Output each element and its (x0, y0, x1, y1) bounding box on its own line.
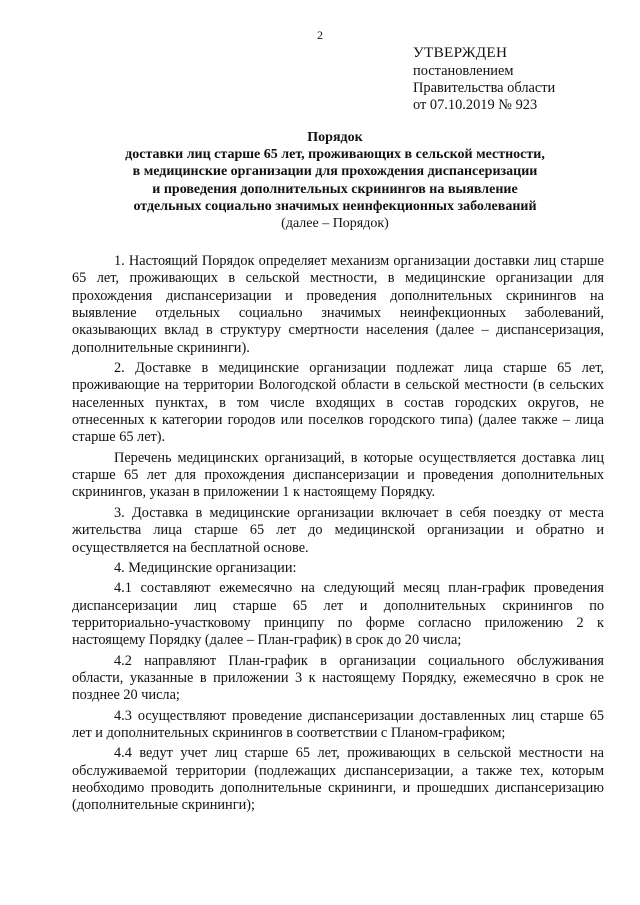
approval-line: Правительства области (413, 80, 556, 96)
paragraph: 1. Настоящий Порядок определяет механизм организации доставки лиц старше 65 лет, проживающих в сельской местности, в медицинские организации для прохождения диспансеризации и проведения дополнительных скринингов на выявление отдельных социально значимых неинфекционных заболеваний, оказывающих вклад в структуру смертности населения (далее – диспансеризация, дополнительные скрининги). (72, 253, 604, 356)
paragraph: 3. Доставка в медицинские организации включает в себя поездку от места жительства лица старше 65 лет до медицинской организации и обратно и осуществляется на бесплатной основе. (72, 504, 604, 556)
title-line: доставки лиц старше 65 лет, проживающих в сельской местности, (125, 147, 545, 163)
document-body (72, 253, 604, 818)
title-heading: Порядок (307, 130, 363, 145)
paragraph: 4.2 направляют План-график в организации социального обслуживания области, указанные в приложении 3 к настоящему Порядку, ежемесячно в срок не позднее 20 числа; (72, 652, 604, 704)
paragraph: 4. Медицинские организации: (114, 559, 297, 576)
paragraph: Перечень медицинских организаций, в которые осуществляется доставка лиц старше 65 лет для прохождения диспансеризации и проведения дополнительных скринингов, указан в приложении 1 к настоящему Порядку. (72, 449, 604, 501)
approval-title: УТВЕРЖДЕН (413, 44, 508, 61)
approval-date: от 07.10.2019 № 923 (413, 97, 538, 113)
title-line: в медицинские организации для прохождения диспансеризации (132, 164, 538, 180)
title-line: отдельных социально значимых неинфекционных заболеваний (133, 198, 537, 214)
document-title (60, 129, 610, 232)
paragraph: 4.3 осуществляют проведение диспансеризации доставленных лиц старше 65 лет и дополнительных скринингов в соответствии с Планом-графиком; (72, 707, 604, 741)
title-line: и проведения дополнительных скринингов на выявление (152, 181, 518, 197)
title-note: (далее – Порядок) (281, 216, 389, 232)
paragraph: 2. Доставке в медицинские организации подлежат лица старше 65 лет, проживающие на территории Вологодской области в сельской местности (в сельских населенных пунктах, в том числе входящих в состав городских округов, не отнесенных к категории городов или поселков городского типа) (далее также – лица старше 65 лет). (72, 360, 604, 446)
paragraph: 4.4 ведут учет лиц старше 65 лет, проживающих в сельской местности на обслуживаемой территории (подлежащих диспансеризации, а также тех, которым необходимо проводить дополнительные скрининги, и прошедших диспансеризацию (дополнительные скрининги); (72, 745, 604, 814)
page-number: 2 (317, 28, 323, 42)
approval-stamp (413, 44, 555, 114)
approval-line: постановлением (413, 63, 514, 79)
paragraph: 4.1 составляют ежемесячно на следующий месяц план-график проведения диспансеризации лиц старше 65 лет и дополнительных скринингов по территориально-участковому принципу по форме согласно приложению 2 к настоящему Порядку (далее – План-график) в срок до 20 числа; (72, 580, 604, 649)
